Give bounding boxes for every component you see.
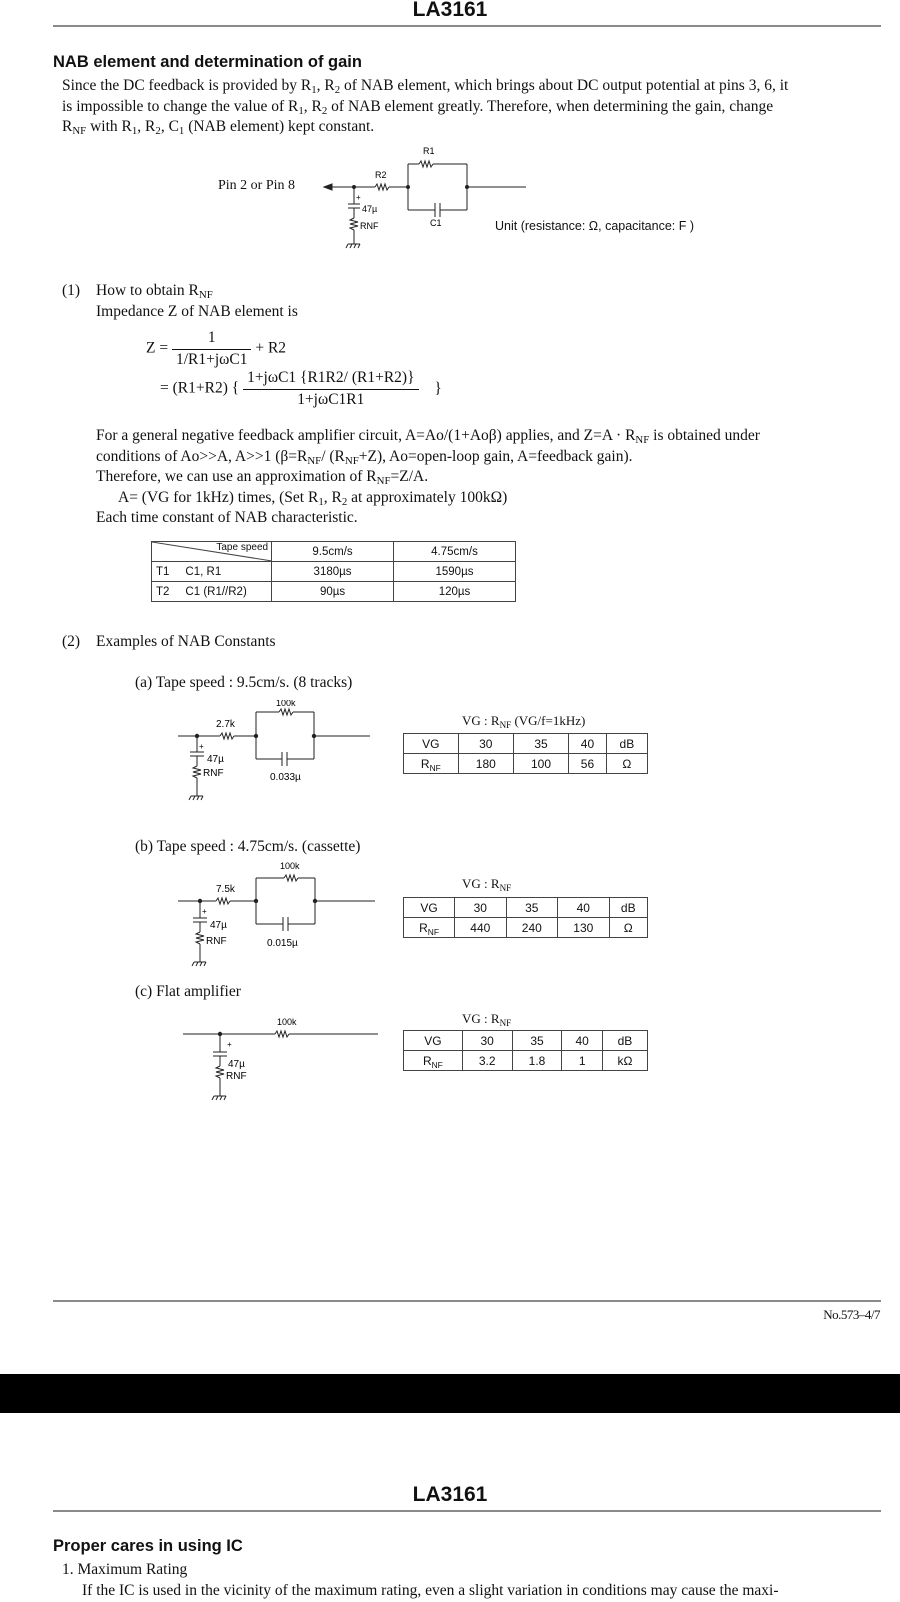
text: 1: [311, 84, 317, 96]
plus-label: +: [202, 907, 207, 916]
eq-tail: }: [434, 379, 442, 397]
text: (VG/f=1kHz): [511, 713, 586, 728]
text: NF: [499, 883, 512, 893]
vg-rnf-table-b: [403, 897, 648, 938]
text: Since the DC feedback is provided by R: [62, 77, 312, 94]
junction-dot: [406, 185, 410, 189]
table-cell: 40: [558, 898, 610, 918]
part2-title: Examples of NAB Constants: [96, 633, 276, 650]
text: NF: [431, 1059, 443, 1070]
page-number: No.573–4/7: [823, 1307, 880, 1322]
feedback-paragraph: [96, 426, 886, 529]
text: R: [420, 756, 430, 771]
text: 1: [131, 125, 138, 137]
fraction: [243, 368, 418, 410]
table-cell: [404, 1051, 463, 1071]
plus-label: +: [199, 742, 204, 751]
text: How to obtain R: [96, 282, 199, 299]
table-cell: 40: [569, 734, 607, 754]
footer-divider: [53, 1300, 881, 1302]
text: VG : R: [462, 1011, 500, 1026]
text: R: [62, 118, 73, 135]
cap-ground-label: 47µ: [210, 920, 227, 931]
table-a-caption: [462, 711, 585, 732]
text: Therefore, we can use an approximation of R: [96, 468, 377, 485]
r-series-label: 100k: [277, 1017, 297, 1027]
table-row: [404, 918, 648, 938]
eq-tail: + R2: [255, 339, 287, 357]
vg-rnf-table-c: [403, 1030, 648, 1071]
text: 2: [321, 104, 328, 117]
numerator: 1: [172, 328, 251, 350]
text: T2: [156, 585, 170, 598]
table-cell: 240: [506, 918, 558, 938]
text: =Z/A.: [390, 468, 429, 485]
row-label: [152, 562, 272, 582]
plus-label: +: [356, 193, 361, 202]
text: C1 (R1//R2): [185, 585, 247, 598]
equation-1: [146, 328, 286, 370]
table-cell: dB: [602, 1031, 647, 1051]
table-row: [404, 754, 648, 774]
resistor-series: [220, 733, 234, 739]
text: 1: [298, 104, 304, 117]
text: , R: [323, 488, 342, 506]
table-row: [404, 734, 648, 754]
table-cell: 35: [506, 898, 558, 918]
r2-label: R2: [375, 170, 387, 180]
text: / (R: [321, 447, 345, 465]
junction-dot: [218, 1032, 222, 1036]
text: 2: [334, 84, 341, 96]
header-divider: [53, 25, 881, 27]
section-title: NAB element and determination of gain: [53, 53, 362, 71]
text: of NAB element greatly. Therefore, when determining the gain, change: [327, 97, 774, 115]
cap-ground-label: 47µ: [228, 1059, 245, 1070]
text: , C: [160, 118, 179, 135]
circuit-b-diagram: [170, 858, 380, 973]
table-cell: 1.8: [512, 1051, 562, 1071]
junction-dot: [254, 899, 258, 903]
r-parallel-label: 100k: [276, 700, 296, 708]
table-cell: 120µs: [393, 582, 515, 602]
resistor-rnf: [193, 766, 201, 778]
table-cell: [404, 754, 459, 774]
arrow-icon: [324, 184, 332, 190]
junction-dot: [198, 899, 202, 903]
text: NF: [499, 720, 512, 730]
page2-header-divider: [53, 1510, 881, 1512]
table-cell: 35: [512, 1031, 562, 1051]
text: conditions of Ao>>A, A>>1 (β=R: [96, 447, 308, 465]
junction-dot: [465, 185, 469, 189]
circuit-a-diagram: [170, 700, 380, 815]
resistor-series: [216, 898, 230, 904]
table-cell: 30: [458, 734, 513, 754]
intro-paragraph: [62, 76, 882, 138]
table-cell: 130: [558, 918, 610, 938]
cap-ground-label: 47µ: [207, 754, 224, 765]
plus-label: +: [227, 1040, 232, 1049]
junction-dot: [352, 185, 356, 189]
denominator: 1/R1+jωC1: [175, 350, 248, 368]
table-cell: 3.2: [462, 1051, 512, 1071]
table-row: [404, 1031, 648, 1051]
table-cell: 1: [562, 1051, 602, 1071]
column-header: 9.5cm/s: [272, 542, 394, 562]
text: NF: [499, 1018, 512, 1028]
table-cell: dB: [606, 734, 647, 754]
table-cell: Ω: [609, 918, 647, 938]
row-label: [152, 582, 272, 602]
r-series-label: 7.5k: [216, 884, 235, 895]
resistor-r1: [419, 161, 433, 167]
text: , R: [316, 77, 335, 94]
table-cell: 90µs: [272, 582, 394, 602]
part1-number: (1): [62, 282, 81, 299]
cap-label: 47µ: [362, 204, 378, 214]
text: NF: [635, 434, 650, 446]
table-cell: 180: [458, 754, 513, 774]
text: T1: [156, 565, 170, 578]
table-cell: VG: [404, 734, 459, 754]
r1-label: R1: [423, 146, 435, 156]
rnf-label: RNF: [203, 768, 224, 779]
denominator: 1+jωC1R1: [297, 390, 365, 408]
rnf-label: RNF: [360, 221, 379, 231]
cap-label: 0.033µ: [270, 772, 301, 783]
page2-section-title: Proper cares in using IC: [53, 1537, 243, 1555]
text: NF: [376, 475, 391, 487]
table-row: [404, 898, 648, 918]
resistor-series: [275, 1031, 289, 1037]
resistor-rnf: [350, 218, 358, 230]
corner-label: Tape speed: [216, 542, 269, 553]
text: A= (VG for 1kHz) times, (Set R: [118, 488, 319, 506]
part1-title: [96, 281, 213, 302]
unit-note: Unit (resistance: Ω, capacitance: F ): [495, 219, 694, 233]
resistor-rnf: [196, 932, 204, 944]
text: R: [419, 920, 428, 935]
text: (NAB element) kept constant.: [184, 118, 375, 135]
text: , R: [303, 97, 322, 115]
table-cell: VG: [404, 1031, 463, 1051]
eq-lhs: Z =: [146, 339, 169, 357]
text: NF: [72, 125, 87, 137]
text: VG : R: [462, 713, 500, 728]
text: 2: [155, 125, 161, 137]
fraction: [172, 328, 251, 370]
table-cell: 35: [513, 734, 568, 754]
table-row: [152, 562, 516, 582]
part2-number: (2): [62, 633, 81, 650]
junction-dot: [254, 734, 258, 738]
impedance-line: Impedance Z of NAB element is: [96, 303, 298, 320]
table-c-caption: [462, 1009, 511, 1030]
equation-2: [160, 368, 442, 410]
junction-dot: [195, 734, 199, 738]
resistor-parallel: [284, 875, 298, 881]
page2-item1-text: If the IC is used in the vicinity of the maximum rating, even a slight variation in conditions may cause the maxi-: [82, 1582, 779, 1599]
rnf-label: RNF: [226, 1071, 247, 1082]
table-cell: Ω: [606, 754, 647, 774]
table-cell: dB: [609, 898, 647, 918]
text: C1, R1: [185, 565, 222, 578]
text: , R: [137, 118, 156, 135]
table-cell: 440: [455, 918, 507, 938]
numerator: 1+jωC1 {R1R2/ (R1+R2)}: [243, 368, 418, 390]
page2-header-title: LA3161: [412, 1483, 488, 1506]
example-c-title: (c) Flat amplifier: [135, 983, 241, 1000]
table-b-caption: [462, 874, 511, 895]
nab-circuit-diagram: [320, 140, 540, 260]
r-series-label: 2.7k: [216, 719, 235, 730]
table-cell: 40: [562, 1031, 602, 1051]
table-cell: 30: [462, 1031, 512, 1051]
table-header-row: [152, 542, 516, 562]
resistor-rnf: [216, 1066, 224, 1078]
table-cell: 100: [513, 754, 568, 774]
text: 1: [178, 125, 185, 137]
junction-dot: [312, 734, 316, 738]
text: NF: [344, 454, 359, 467]
time-constant-table: [151, 541, 516, 602]
page-separator: [0, 1374, 900, 1413]
text: of NAB element, which brings about DC output potential at pins 3, 6, it: [340, 77, 789, 94]
vg-rnf-table-a: [403, 733, 648, 774]
text: NF: [429, 762, 441, 773]
text: VG : R: [462, 876, 500, 891]
table-row: [404, 1051, 648, 1071]
table-cell: 3180µs: [272, 562, 394, 582]
table-row: [152, 582, 516, 602]
table-cell: kΩ: [602, 1051, 647, 1071]
r-parallel-label: 100k: [280, 861, 300, 871]
c1-label: C1: [430, 218, 442, 228]
table-cell: 1590µs: [393, 562, 515, 582]
cap-label: 0.015µ: [267, 938, 298, 949]
page-header-title: LA3161: [412, 0, 488, 21]
page2-item1-title: 1. Maximum Rating: [62, 1561, 188, 1578]
circuit-c-diagram: [175, 1012, 385, 1102]
corner-cell: [152, 542, 272, 562]
text: For a general negative feedback amplifier circuit, A=Ao/(1+Aoβ) applies, and Z=A · R: [96, 427, 636, 444]
resistor-r2: [375, 184, 389, 190]
text: +Z), Ao=open-loop gain, A=feedback gain).: [358, 447, 633, 465]
text: is impossible to change the value of R: [62, 97, 299, 115]
text: NF: [307, 454, 322, 467]
table-cell: [404, 918, 455, 938]
text: NF: [198, 289, 213, 301]
resistor-parallel: [279, 709, 293, 715]
table-cell: 30: [455, 898, 507, 918]
text: Each time constant of NAB characteristic.: [96, 509, 358, 526]
column-header: 4.75cm/s: [393, 542, 515, 562]
example-b-title: (b) Tape speed : 4.75cm/s. (cassette): [135, 838, 361, 855]
text: is obtained under: [649, 427, 760, 444]
text: with R: [86, 118, 132, 135]
table-cell: VG: [404, 898, 455, 918]
example-a-title: (a) Tape speed : 9.5cm/s. (8 tracks): [135, 674, 353, 691]
table-cell: 56: [569, 754, 607, 774]
text: 2: [341, 495, 348, 508]
text: R: [422, 1053, 432, 1068]
text: NF: [427, 926, 439, 937]
junction-dot: [313, 899, 317, 903]
rnf-label: RNF: [206, 936, 227, 947]
eq-lhs: = (R1+R2) {: [160, 379, 240, 397]
pin-label: Pin 2 or Pin 8: [218, 178, 296, 193]
text: 1: [318, 495, 324, 508]
text: at approximately 100kΩ): [347, 488, 508, 506]
